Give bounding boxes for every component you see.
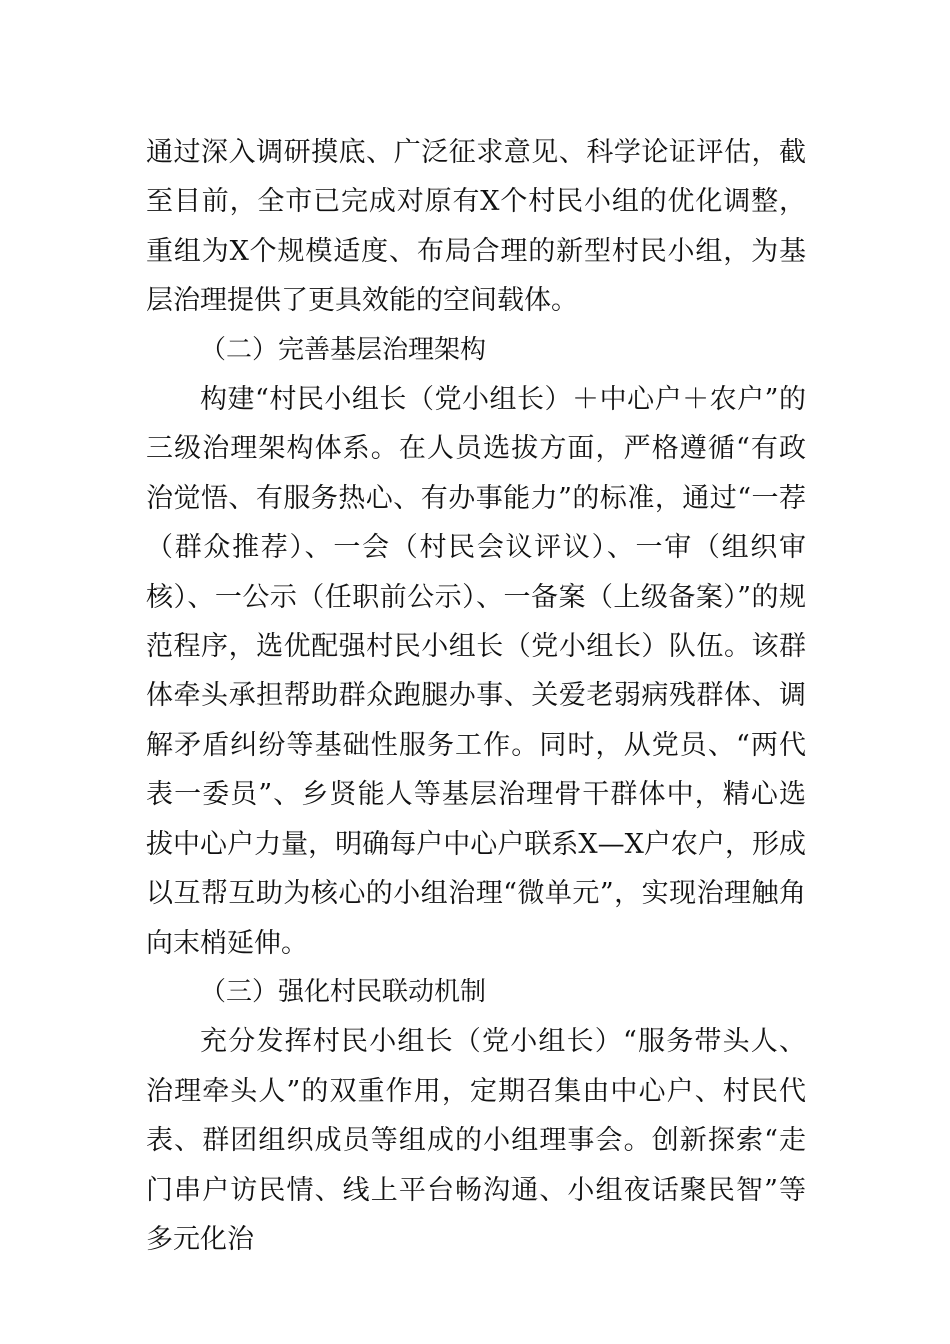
document-body [146,128,806,1264]
section-heading-2: （二）完善基层治理架构 [200,334,487,365]
paragraph-1: 通过深入调研摸底、广泛征求意见、科学论证评估，截至目前，全市已完成对原有X个村民小组的优化调整，重组为X个规模适度、布局合理的新型村民小组，为基层治理提供了更具效能的空间载体。 [146,137,806,317]
paragraph-2: 构建“村民小组长（党小组长）＋中心户＋农户”的三级治理架构体系。在人员选拔方面，严格遵循“有政治觉悟、有服务热心、有办事能力”的标准，通过“一荐（群众推荐）、一会（村民会议评议）、一审（组织审核）、一公示（任职前公示）、一备案（上级备案）”的规范程序，选优配强村民小组长（党小组长）队伍。该群体牵头承担帮助群众跑腿办事、关爱老弱病残群体、调解矛盾纠纷等基础性服务工作。同时，从党员、“两代表一委员”、乡贤能人等基层治理骨干群体中，精心选拔中心户力量，明确每户中心户联系X—X户农户，形成以互帮互助为核心的小组治理“微单元”，实现治理触角向末梢延伸。 [146,384,806,959]
section-heading-3: （三）强化村民联动机制 [200,976,487,1007]
paragraph-3: 充分发挥村民小组长（党小组长）“服务带头人、治理牵头人”的双重作用，定期召集由中心户、村民代表、群团组织成员等组成的小组理事会。创新探索“走门串户访民情、线上平台畅沟通、小组夜话聚民智”等多元化治 [146,1026,806,1255]
